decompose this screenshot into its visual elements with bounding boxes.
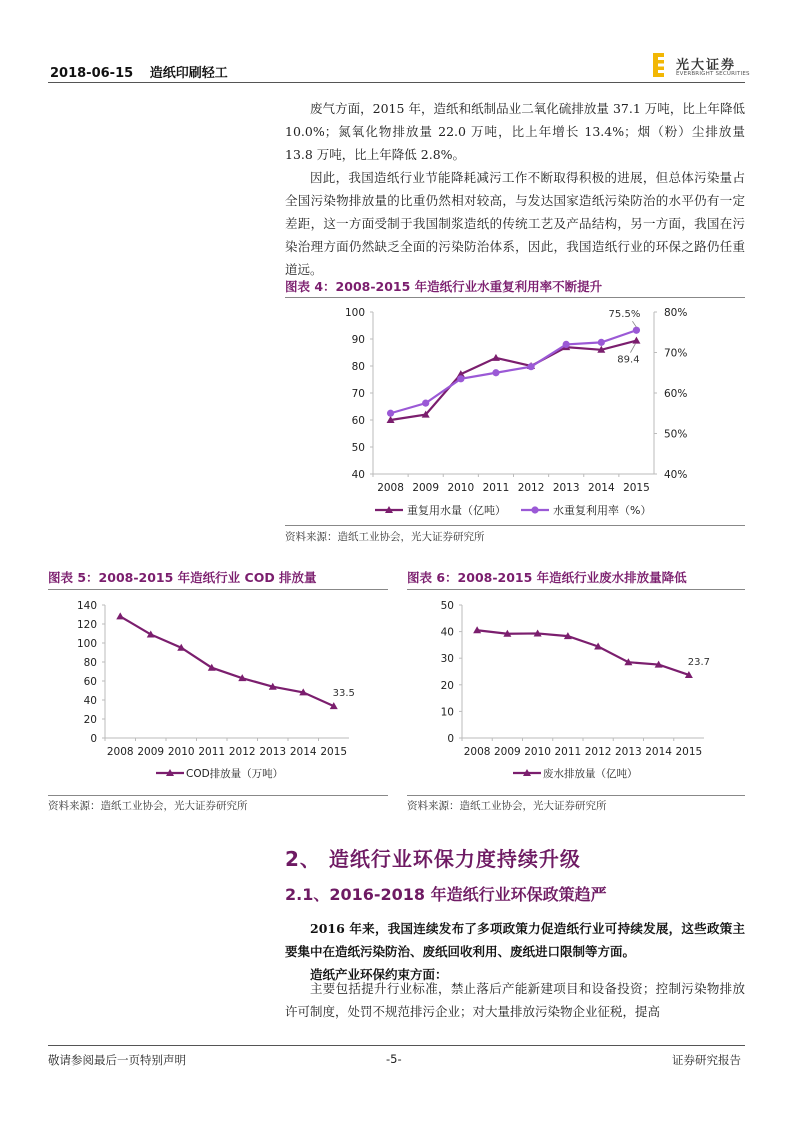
cod-data-label: 33.5 bbox=[332, 688, 355, 700]
water-reuse-chart bbox=[285, 300, 745, 522]
figure-6-title: 图表 6：2008-2015 年造纸行业废水排放量降低 bbox=[407, 570, 687, 585]
y2-tick-label: 50% bbox=[664, 428, 688, 441]
figure-4-source: 资料来源：造纸工业协会，光大证券研究所 bbox=[285, 531, 485, 543]
data-point bbox=[492, 369, 499, 376]
policy-summary-text: 2016 年来，我国连续发布了多项政策力促造纸行业可持续发展，这些政策主要集中在造纸污染防治、废纸回收利用、废纸进口限制等方面。 bbox=[285, 921, 745, 959]
data-point bbox=[633, 327, 640, 334]
y-tick-label: 80 bbox=[83, 657, 97, 669]
y-tick-label: 100 bbox=[76, 638, 97, 650]
y-tick-label: 50 bbox=[351, 442, 365, 454]
x-tick-label: 2011 bbox=[482, 482, 510, 494]
constraint-subheading: 造纸产业环保约束方面： bbox=[310, 967, 448, 982]
x-tick-label: 2014 bbox=[645, 746, 672, 758]
x-tick-label: 2013 bbox=[259, 746, 287, 758]
intro-text bbox=[285, 97, 745, 281]
figure-5-source: 资料来源：造纸工业协会，光大证券研究所 bbox=[48, 800, 248, 812]
x-tick-label: 2008 bbox=[377, 482, 404, 494]
data-point bbox=[492, 354, 500, 361]
y-tick-label: 40 bbox=[83, 695, 97, 707]
y-tick-label: 30 bbox=[440, 653, 454, 666]
page-number: -5- bbox=[386, 1052, 402, 1066]
y2-tick-label: 60% bbox=[664, 388, 688, 400]
legend-label: 水重复利用率（%） bbox=[553, 504, 652, 517]
x-tick-label: 2015 bbox=[320, 746, 348, 758]
constraint-body-text: 主要包括提升行业标准，禁止落后产能新建项目和设备投资；控制污染物排放许可制度，处罚不规范排污企业；对大量排放污染物企业征税，提高 bbox=[285, 981, 745, 1019]
data-point bbox=[527, 363, 534, 370]
y-tick-label: 40 bbox=[440, 626, 454, 639]
x-tick-label: 2013 bbox=[552, 482, 580, 494]
wastewater-data-label: 23.7 bbox=[687, 656, 711, 668]
data-point bbox=[632, 337, 640, 344]
report-header bbox=[50, 62, 240, 81]
chart-legend bbox=[375, 503, 651, 517]
report-date: 2018-06-15 bbox=[50, 66, 134, 81]
legend-marker bbox=[531, 506, 538, 513]
data-point bbox=[457, 375, 464, 382]
figure-6-bottom-rule bbox=[407, 795, 745, 796]
company-logo bbox=[652, 52, 752, 82]
y-tick-label: 20 bbox=[440, 679, 454, 692]
y-tick-label: 100 bbox=[344, 307, 365, 319]
footer-report-type: 证券研究报告 bbox=[672, 1053, 741, 1067]
x-tick-label: 2012 bbox=[228, 746, 256, 758]
x-tick-label: 2013 bbox=[615, 746, 642, 758]
subsection-heading: 2.1、2016-2018 年造纸行业环保政策趋严 bbox=[285, 885, 607, 904]
figure-5-bottom-rule bbox=[48, 795, 388, 796]
x-tick-label: 2010 bbox=[447, 482, 475, 494]
data-point bbox=[598, 339, 605, 346]
figure-5-title: 图表 5：2008-2015 年造纸行业 COD 排放量 bbox=[48, 570, 317, 585]
x-tick-label: 2015 bbox=[675, 746, 703, 758]
legend-label: 废水排放量（亿吨） bbox=[543, 768, 638, 780]
x-tick-label: 2008 bbox=[106, 746, 134, 758]
x-tick-label: 2015 bbox=[623, 482, 650, 494]
figure-6-top-rule bbox=[407, 589, 745, 590]
wastewater-chart bbox=[407, 592, 745, 792]
footer-rule bbox=[48, 1045, 745, 1046]
y-tick-label: 10 bbox=[440, 706, 454, 719]
x-tick-label: 2012 bbox=[584, 746, 612, 758]
volume-data-label: 89.4 bbox=[617, 354, 640, 366]
chart-axes bbox=[441, 600, 704, 758]
paragraph-conclusion: 因此，我国造纸行业节能降耗减污工作不断取得积极的进展，但总体污染量占全国污染物排放量的比重仍然相对较高，与发达国家造纸污染防治的水平仍有一定差距，这一方面受制于我国制浆造纸的传统工艺及产品结构，另一方面，我国在污染治理方面仍然缺乏全面的污染防治体系，因此，我国造纸行业的环保之路仍任重道远。 bbox=[285, 170, 745, 277]
y2-tick-label: 70% bbox=[664, 347, 688, 360]
legend-label: COD排放量（万吨） bbox=[186, 768, 284, 780]
volume-label-leader bbox=[630, 344, 635, 353]
legend-label: 重复用水量（亿吨） bbox=[407, 504, 506, 517]
x-tick-label: 2009 bbox=[412, 482, 440, 494]
section-heading: 2、 造纸行业环保力度持续升级 bbox=[285, 847, 581, 871]
logo-text-en: EVERBRIGHT SECURITIES bbox=[676, 71, 750, 77]
logo-text-cn: 光大证券 bbox=[676, 58, 737, 73]
y-tick-label: 0 bbox=[447, 733, 454, 745]
chart-axes bbox=[77, 600, 349, 758]
rate-data-label: 75.5% bbox=[608, 309, 641, 321]
industry-name: 造纸印刷轻工 bbox=[149, 66, 228, 81]
x-tick-label: 2009 bbox=[494, 746, 521, 758]
header-rule bbox=[48, 82, 745, 83]
x-tick-label: 2012 bbox=[517, 482, 545, 494]
x-tick-label: 2011 bbox=[198, 746, 226, 758]
chart-legend bbox=[156, 767, 283, 780]
x-tick-label: 2009 bbox=[137, 746, 165, 758]
figure-4-title: 图表 4：2008-2015 年造纸行业水重复利用率不断提升 bbox=[285, 279, 603, 294]
data-point bbox=[563, 341, 570, 348]
rate-label-leader bbox=[632, 321, 636, 327]
y-tick-label: 90 bbox=[351, 334, 365, 346]
y-tick-label: 40 bbox=[351, 469, 365, 481]
chart-legend bbox=[513, 767, 638, 780]
y2-tick-label: 80% bbox=[664, 307, 688, 319]
y-tick-label: 140 bbox=[76, 600, 97, 612]
x-tick-label: 2010 bbox=[167, 746, 195, 758]
y-tick-label: 120 bbox=[76, 619, 97, 631]
figure-4-top-rule bbox=[285, 297, 745, 298]
y-tick-label: 50 bbox=[440, 600, 454, 612]
chart-axes bbox=[345, 307, 687, 494]
policy-summary bbox=[285, 917, 745, 986]
data-point bbox=[116, 612, 124, 619]
paragraph-emissions: 废气方面，2015 年，造纸和纸制品业二氧化硫排放量 37.1 万吨，比上年降低 10.0%；氮氧化物排放量 22.0 万吨，比上年增长 13.4%；烟（粉）尘排放量 13.8 万吨，比上年降低 2.8%。 bbox=[285, 101, 745, 162]
footer-disclaimer: 敬请参阅最后一页特别声明 bbox=[48, 1053, 186, 1067]
y-tick-label: 0 bbox=[90, 733, 97, 745]
data-point bbox=[387, 410, 394, 417]
constraint-body bbox=[285, 977, 745, 1023]
cod-emission-chart bbox=[48, 592, 388, 792]
x-tick-label: 2010 bbox=[524, 746, 551, 758]
y2-tick-label: 40% bbox=[664, 469, 688, 481]
series-line bbox=[477, 630, 689, 675]
x-tick-label: 2014 bbox=[289, 746, 317, 758]
figure-4-bottom-rule bbox=[285, 525, 745, 526]
y-tick-label: 20 bbox=[83, 714, 97, 726]
y-tick-label: 80 bbox=[351, 361, 365, 373]
logo-icon bbox=[652, 52, 670, 78]
figure-5-top-rule bbox=[48, 589, 388, 590]
x-tick-label: 2008 bbox=[463, 746, 491, 758]
x-tick-label: 2011 bbox=[554, 746, 582, 758]
y-tick-label: 60 bbox=[83, 676, 97, 688]
y-tick-label: 70 bbox=[351, 388, 365, 400]
x-tick-label: 2014 bbox=[587, 482, 615, 494]
figure-6-source: 资料来源：造纸工业协会，光大证券研究所 bbox=[407, 800, 607, 812]
data-point bbox=[422, 400, 429, 407]
y-tick-label: 60 bbox=[351, 415, 365, 427]
